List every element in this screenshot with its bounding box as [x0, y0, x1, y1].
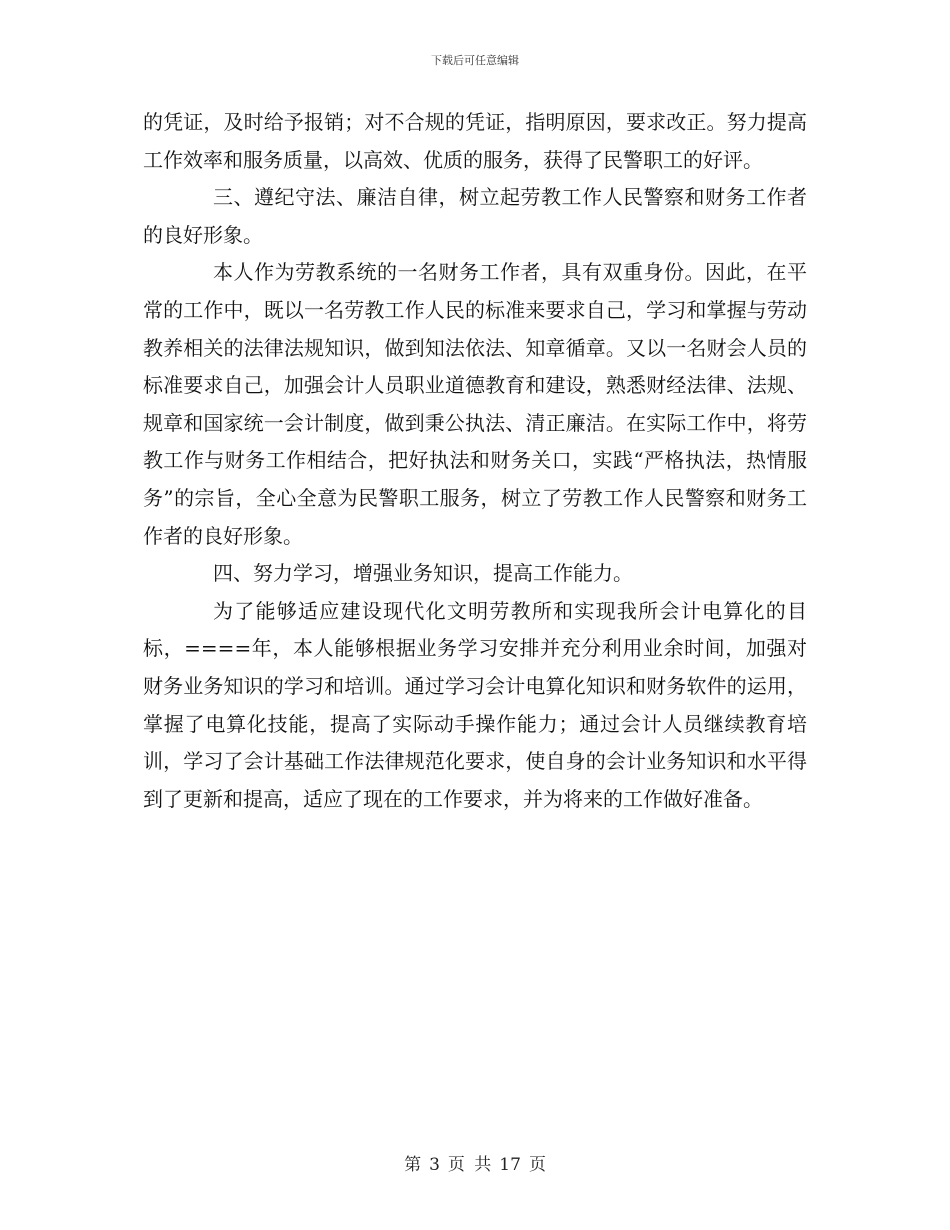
section-heading-3: 三、遵纪守法、廉洁自律，树立起劳教工作人民警察和财务工作者的良好形象。: [143, 185, 807, 247]
footer-mid: 页 共: [447, 1155, 492, 1175]
page-footer: [0, 1153, 950, 1177]
page-header-note: 下载后可任意编辑: [431, 54, 519, 67]
paragraph-5: 为了能够适应建设现代化文明劳教所和实现我所会计电算化的目标，====年，本人能够根据业务学习安排并充分利用业余时间，加强对财务业务知识的学习和培训。通过学习会计电算化知识和财务软件的运用，掌握了电算化技能，提高了实际动手操作能力；通过会计人员继续教育培训，学习了会计基础工作法律规范化要求，使自身的会计业务知识和水平得到了更新和提高，适应了现在的工作要求，并为将来的工作做好准备。: [143, 598, 807, 811]
section-heading-4: 四、努力学习，增强业务知识，提高工作能力。: [213, 561, 633, 586]
footer-total-pages: 17: [499, 1155, 521, 1175]
paragraph-3: 本人作为劳教系统的一名财务工作者，具有双重身份。因此，在平常的工作中，既以一名劳教工作人民的标准来要求自己，学习和掌握与劳动教养相关的法律法规知识，做到知法依法、知章循章。又以一名财会人员的标准要求自己，加强会计人员职业道德教育和建设，熟悉财经法律、法规、规章和国家统一会计制度，做到秉公执法、清正廉洁。在实际工作中，将劳教工作与财务工作相结合，把好执法和财务关口，实践“严格执法，热情服务”的宗旨，全心全意为民警职工服务，树立了劳教工作人民警察和财务工作者的良好形象。: [143, 260, 807, 548]
footer-prefix: 第: [404, 1155, 422, 1175]
footer-suffix: 页: [528, 1155, 546, 1175]
paragraph-1: 的凭证，及时给予报销；对不合规的凭证，指明原因，要求改正。努力提高工作效率和服务质量，以高效、优质的服务，获得了民警职工的好评。: [143, 110, 807, 172]
document-body: [143, 104, 807, 818]
footer-page-number: 3: [429, 1155, 440, 1175]
